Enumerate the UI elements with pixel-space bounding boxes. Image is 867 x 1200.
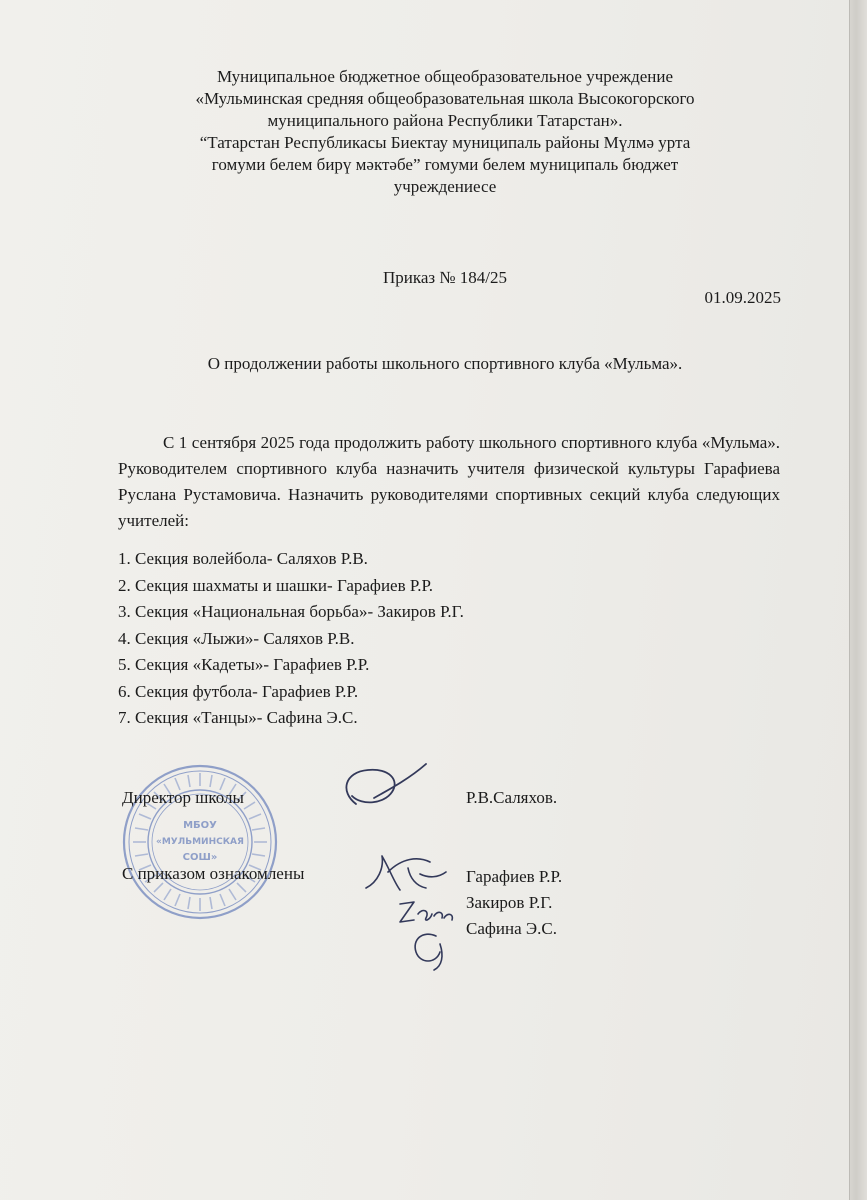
order-body: С 1 сентября 2025 года продолжить работу школьного спортивного клуба «Мульма». Руководителем спортивного клуба назначить учителя физической культуры Гарафиева Руслана Рустамовича. Назначить руководителями спортивных секций клуба следующих учителей:	[118, 433, 780, 530]
director-label: Директор школы	[122, 788, 244, 807]
stamp-text: СОШ»	[182, 852, 218, 863]
director-signature	[334, 758, 434, 818]
section-item: 7. Секция «Танцы»- Сафина Э.С.	[118, 708, 358, 727]
order-date: 01.09.2025	[704, 288, 781, 307]
header-line: гомуми белем бирү мәктәбе” гомуми белем муниципаль бюджет	[211, 155, 679, 174]
section-item: 4. Секция «Лыжи»- Саляхов Р.В.	[118, 628, 355, 648]
ack-signatures	[360, 848, 460, 972]
header-line: “Татарстан Республикасы Биектау муниципаль районы Мүлмә урта	[199, 133, 691, 152]
header-line: Муниципальное бюджетное общеобразовательное учреждение	[216, 67, 674, 86]
stamp-text: МБОУ	[183, 820, 217, 831]
section-item: 5. Секция «Кадеты»- Гарафиев Р.Р.	[118, 655, 370, 674]
acknowledged-label: С приказом ознакомлены	[122, 864, 305, 883]
stamp-text: «МУЛЬМИНСКАЯ	[156, 837, 244, 847]
section-item: 1. Секция волейбола- Саляхов Р.В.	[118, 549, 368, 568]
institution-header	[110, 66, 780, 198]
acknowledged-names	[466, 864, 562, 942]
order-number: Приказ № 184/25	[382, 268, 508, 287]
header-line: муниципального района Республики Татарстан».	[267, 111, 623, 130]
header-line: учреждениесе	[393, 177, 497, 196]
section-item: 2. Секция шахматы и шашки- Гарафиев Р.Р.	[118, 575, 434, 595]
acknowledged-name: Закиров Р.Г.	[466, 893, 553, 912]
page-edge-line	[849, 0, 850, 1200]
header-line: «Мульминская средняя общеобразовательная школа Высокогорского	[195, 89, 695, 108]
school-stamp	[120, 762, 280, 922]
director-name: Р.В.Саляхов.	[466, 788, 558, 807]
section-item: 6. Секция футбола- Гарафиев Р.Р.	[118, 681, 359, 701]
section-item: 3. Секция «Национальная борьба»- Закиров Р.Г.	[118, 602, 464, 621]
acknowledged-name: Гарафиев Р.Р.	[466, 867, 563, 886]
page-edge-shadow	[849, 0, 867, 1200]
sections-list	[118, 546, 464, 732]
acknowledged-name: Сафина Э.С.	[466, 919, 557, 938]
order-subject: О продолжении работы школьного спортивного клуба «Мульма».	[207, 354, 683, 373]
